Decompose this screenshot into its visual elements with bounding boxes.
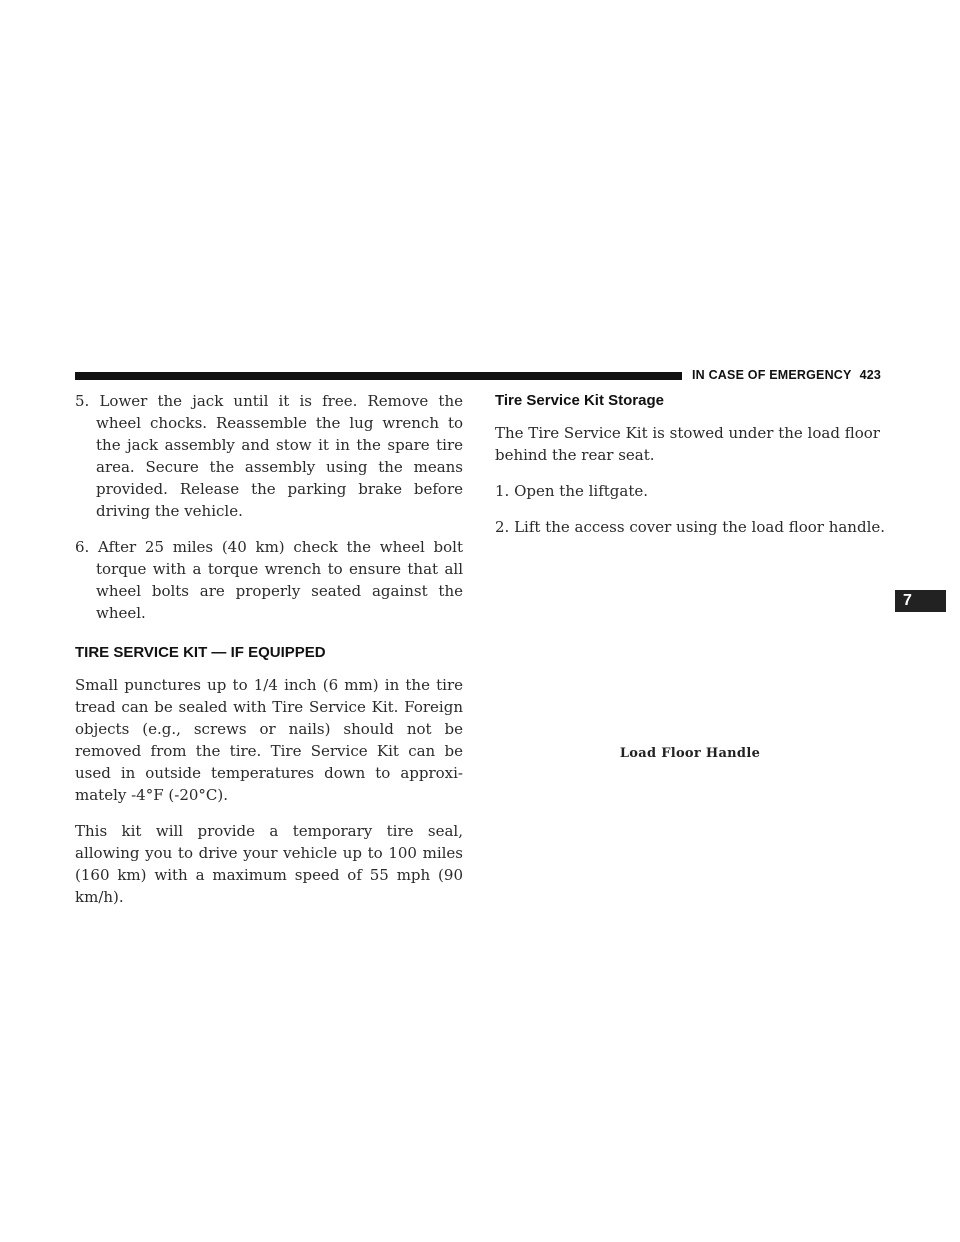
- step-text: After 25 miles (40 km) check the wheel bolt torque with a torque wrench to ensure that all wheel bolts are properly seated against the wheel.: [96, 538, 463, 622]
- running-header: [692, 368, 881, 382]
- left-column: [75, 390, 463, 908]
- step-number: 2.: [495, 518, 510, 536]
- body-paragraph: The Tire Service Kit is stowed under the load floor behind the rear seat.: [495, 424, 880, 464]
- step-2: [495, 516, 885, 538]
- figure-placeholder: [495, 540, 885, 740]
- step-1: [495, 480, 885, 502]
- body-paragraph: Small punctures up to 1/4 inch (6 mm) in the tire tread can be sealed with Tire Service Kit. Foreign objects (e.g., screws or nails) should not be removed from the tire. Tire Service Kit can be used in outside temperatures down to approxi-mately -4°F (-20°C).: [75, 676, 463, 804]
- section-title: IN CASE OF EMERGENCY: [692, 368, 852, 382]
- step-text: Open the liftgate.: [514, 482, 649, 500]
- step-number: 6.: [75, 538, 90, 556]
- right-column: [495, 390, 885, 538]
- section-heading: TIRE SERVICE KIT — IF EQUIPPED: [75, 644, 326, 661]
- figure-caption: Load Floor Handle: [619, 746, 761, 761]
- subsection-heading: Tire Service Kit Storage: [495, 392, 664, 409]
- body-paragraph: This kit will provide a temporary tire seal, allowing you to drive your vehicle up to 100 miles (160 km) with a maximum speed of 55 mph (90 km/h).: [75, 822, 463, 906]
- step-6: [75, 536, 463, 624]
- header-rule: [75, 372, 682, 380]
- step-text: Lift the access cover using the load floor handle.: [514, 518, 886, 536]
- page-number: 423: [859, 368, 882, 382]
- step-number: 1.: [495, 482, 510, 500]
- step-text: Lower the jack until it is free. Remove the wheel chocks. Reassemble the lug wrench to the jack assembly and stow it in the spare tire area. Secure the assembly using the means provided. Release the parking brake before driving the vehicle.: [96, 392, 463, 520]
- chapter-tab: 7: [895, 590, 946, 612]
- step-number: 5.: [75, 392, 90, 410]
- step-5: [75, 390, 463, 522]
